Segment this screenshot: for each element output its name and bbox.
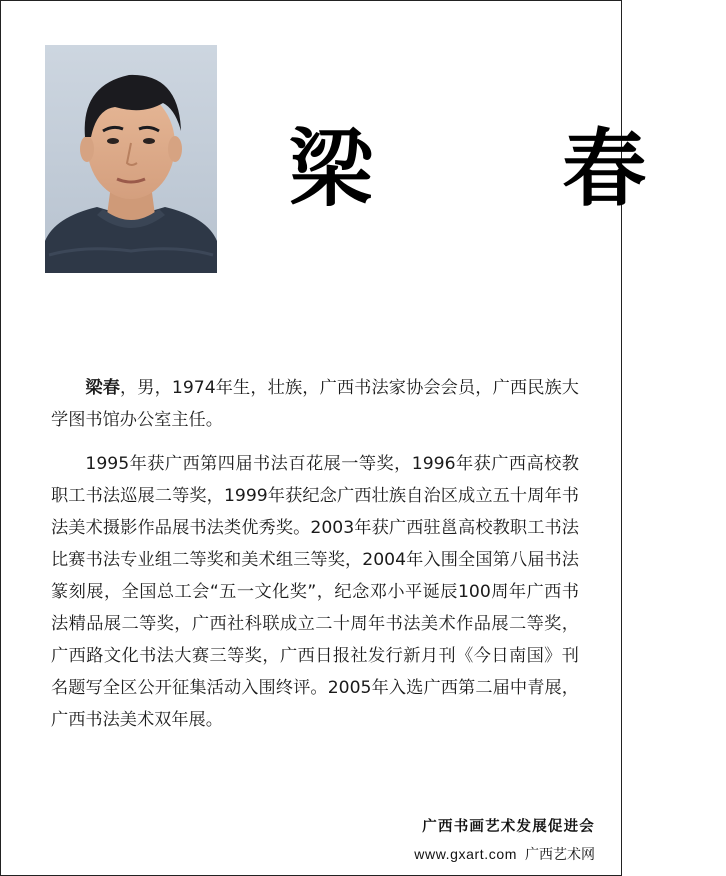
bio-intro-paragraph: [51, 372, 579, 436]
footer-organization: 广西书画艺术发展促进会: [422, 819, 595, 835]
portrait-illustration: [45, 45, 217, 273]
page-title: 梁 春: [289, 120, 726, 218]
bio-awards-paragraph: 1995年获广西第四届书法百花展一等奖，1996年获广西高校教职工书法巡展二等奖，1999年获纪念广西壮族自治区成立五十周年书法美术摄影作品展书法类优秀奖。2003年获广西驻邕高校教职工书法比赛书法专业组二等奖和美术组三等奖，2004年入围全国第八届书法篆刻展，全国总工会“五一文化奖”，纪念邓小平诞辰100周年广西书法精品展二等奖，广西社科联成立二十周年书法美术作品展二等奖，广西路文化书法大赛三等奖，广西日报社发行新月刊《今日南国》刊名题写全区公开征集活动入围终评。2005年入选广西第二届中青展，广西书法美术双年展。: [51, 454, 579, 730]
website-url: www.gxart.com: [414, 846, 517, 862]
bio-intro-text: ，男，1974年生，壮族，广西书法家协会会员，广西民族大学图书馆办公室主任。: [51, 378, 579, 430]
footer-website: [414, 844, 595, 864]
biography: [51, 372, 579, 736]
website-name: 广西艺术网: [525, 847, 595, 863]
portrait-photo: [45, 45, 217, 273]
bio-lead-name: 梁春: [85, 378, 120, 398]
